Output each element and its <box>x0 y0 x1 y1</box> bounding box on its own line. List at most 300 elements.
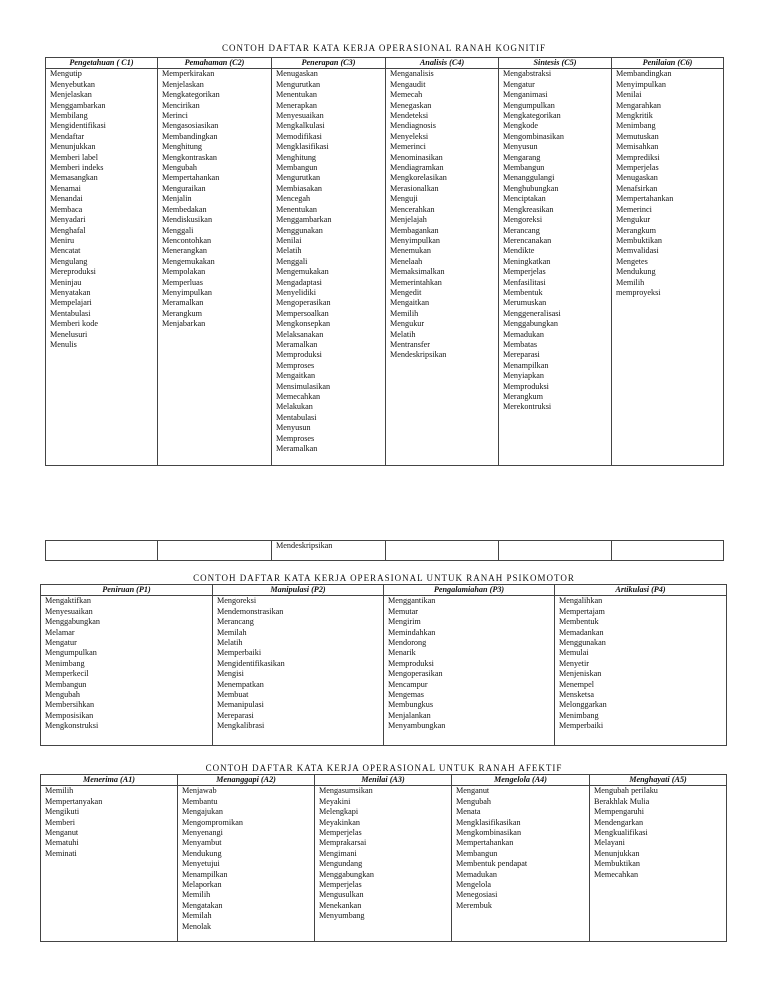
list-item: Mereparasi <box>503 350 540 360</box>
list-item: Membuat <box>217 690 249 700</box>
list-item: Membandingkan <box>616 69 672 79</box>
list-item: Mengoreksi <box>503 215 543 225</box>
list-item: Mendemonstrasikan <box>217 606 284 616</box>
list-item: Mengkorelasikan <box>390 173 447 183</box>
list-item: Menolak <box>182 921 212 931</box>
list-item: Memprakarsai <box>319 838 367 848</box>
list-item: Memperbaiki <box>559 721 604 731</box>
list-item: Menemukan <box>390 246 431 256</box>
list-item: Menempatkan <box>217 679 264 689</box>
list-item: Menyatakan <box>50 287 91 297</box>
list-item: Menampilkan <box>503 360 549 370</box>
list-item: Menggabungkan <box>45 617 101 627</box>
list-item: Membuktikan <box>594 859 640 869</box>
list-item: Mendukung <box>182 848 222 858</box>
list-item: Menjelaskan <box>162 79 204 89</box>
list-item: Menyebutkan <box>50 79 96 89</box>
list-item: Mengusulkan <box>319 890 364 900</box>
list-item: Merangkum <box>162 308 203 318</box>
list-item: Membuktikan <box>616 235 662 245</box>
list-item: Mempertahankan <box>456 838 514 848</box>
list-item: Mencegah <box>276 194 311 204</box>
kognitif-header-6: Penilaian (C6) <box>612 58 724 69</box>
list-item: Menggali <box>162 225 194 235</box>
list-item: Memilah <box>182 911 212 921</box>
list-item: Mengubah <box>456 796 492 806</box>
psikomotor-title: CONTOH DAFTAR KATA KERJA OPERASIONAL UNTUK RANAH PSIKOMOTOR <box>193 573 575 583</box>
psikomotor-header-4: Artikulasi (P4) <box>555 585 727 596</box>
list-item: Membungkus <box>388 700 434 710</box>
list-item: Mencampur <box>388 679 428 689</box>
list-item: Berakhlak Mulia <box>594 796 650 806</box>
list-item: Melengkapi <box>319 807 359 817</box>
list-item: Menerapkan <box>276 100 317 110</box>
list-item: Mendiagnosis <box>390 121 436 131</box>
kognitif-extra-cell-1 <box>46 541 158 561</box>
list-item: Melaksanakan <box>276 329 324 339</box>
list-item: Merencanakan <box>503 235 552 245</box>
list-item: Mengukur <box>616 215 651 225</box>
list-item: Menjabarkan <box>162 319 206 329</box>
list-item: Mengutip <box>50 69 82 79</box>
list-item: Menimbang <box>559 710 599 720</box>
list-item: Meninjau <box>50 277 82 287</box>
list-item: Mengemukakan <box>276 267 329 277</box>
list-item: Menanggulangi <box>503 173 555 183</box>
list-item: Membangun <box>456 848 498 858</box>
list-item: Menyetujui <box>182 859 220 869</box>
list-item: Meniru <box>50 235 75 245</box>
list-item: Memberi label <box>50 152 98 162</box>
list-item: Mengundang <box>319 859 363 869</box>
list-item: Memproduksi <box>276 350 322 360</box>
list-item: Memadankan <box>559 627 604 637</box>
list-item: Mengoperasikan <box>388 669 443 679</box>
list-item: Menguji <box>390 194 418 204</box>
list-item: Merinci <box>162 111 188 121</box>
list-item: Menentukan <box>276 204 317 214</box>
list-item: Mencatat <box>50 246 81 256</box>
list-item: Memecahkan <box>276 392 321 401</box>
list-item: Mendengarkan <box>594 817 644 827</box>
list-item: Mendaftar <box>50 131 85 141</box>
list-item: Merancang <box>503 225 540 235</box>
list-item: Mematuhi <box>45 838 79 848</box>
list-item: Mengatakan <box>182 900 223 910</box>
list-item: Menjelajah <box>390 215 427 225</box>
list-item: Memisahkan <box>616 142 659 152</box>
list-item: Mengasosiasikan <box>162 121 219 131</box>
list-item: Memilih <box>45 786 74 796</box>
kognitif-extra-table <box>45 540 724 561</box>
list-item: Mengajukan <box>182 807 223 817</box>
list-item: Melatih <box>390 329 416 339</box>
psikomotor-header-1: Peniruan (P1) <box>41 585 213 596</box>
psikomotor-column-4 <box>555 596 727 746</box>
list-item: Mendukung <box>616 267 656 277</box>
list-item: Meyakinkan <box>319 817 360 827</box>
list-item: Menimbang <box>616 121 656 131</box>
list-item: Mengabstraksi <box>503 69 552 79</box>
list-item: Memilah <box>217 627 247 637</box>
list-item: Mengkritik <box>616 111 653 121</box>
kognitif-column-4 <box>386 69 499 466</box>
list-item: Mencirikan <box>162 100 200 110</box>
list-item: Melonggarkan <box>559 700 607 710</box>
afektif-table <box>40 774 727 942</box>
kognitif-header-2: Pemahaman (C2) <box>158 58 272 69</box>
list-item: Membandingkan <box>162 131 218 141</box>
list-item: Menyumbang <box>319 911 365 921</box>
list-item: Menyesuaikan <box>276 111 324 121</box>
psikomotor-column-1 <box>41 596 213 746</box>
kognitif-column-5 <box>499 69 612 466</box>
afektif-column-3 <box>315 786 452 942</box>
list-item: Mengkonsepkan <box>276 319 331 329</box>
list-item: Membedakan <box>162 204 207 214</box>
list-item: Menyusun <box>276 423 311 433</box>
list-item: Mempertahankan <box>162 173 220 183</box>
list-item: Menganimasi <box>503 90 548 100</box>
list-item: Menyusun <box>503 142 538 152</box>
list-item: Menata <box>456 807 481 817</box>
list-item: Mereparasi <box>217 710 254 720</box>
list-item: Menguraikan <box>162 183 206 193</box>
list-item: Mendeskripsikan <box>390 350 447 360</box>
list-item: Mengkalkulasi <box>276 121 325 131</box>
list-item: Mengkalibrasi <box>217 721 265 731</box>
list-item: Mengedit <box>390 287 422 297</box>
list-item: Menyiapkan <box>503 371 544 381</box>
list-item: Merekontruksi <box>503 402 552 412</box>
list-item: Memilih <box>182 890 211 900</box>
list-item: Menandai <box>50 194 83 204</box>
list-item: Memaksimalkan <box>390 267 445 277</box>
list-item: Mengkategorikan <box>162 90 220 100</box>
list-item: Mengatur <box>503 79 535 89</box>
list-item: Merancang <box>217 617 254 627</box>
list-item: Memadukan <box>503 329 544 339</box>
list-item: Mengukur <box>390 319 425 329</box>
list-item: Menghitung <box>276 152 317 162</box>
kognitif-header-5: Sintesis (C5) <box>499 58 612 69</box>
list-item: Mengoperasikan <box>276 298 331 308</box>
list-item: Menempel <box>559 679 595 689</box>
list-item: Mengkode <box>503 121 539 131</box>
list-item: Mengkualifikasi <box>594 828 648 838</box>
list-item: Menganut <box>456 786 490 796</box>
list-item: Menggali <box>276 256 308 266</box>
list-item: Mengulang <box>50 256 88 266</box>
kognitif-extra-cell-4 <box>386 541 499 561</box>
list-item: Memproses <box>276 433 315 443</box>
list-item: Menunjukkan <box>50 142 96 152</box>
list-item: Memerintahkan <box>390 277 442 287</box>
list-item: Mengkategorikan <box>503 111 561 121</box>
list-item: Memproduksi <box>503 381 549 391</box>
list-item: Membentuk <box>503 287 543 297</box>
psikomotor-column-3 <box>384 596 555 746</box>
list-item: Mengoreksi <box>217 596 257 606</box>
list-item: Menentukan <box>276 90 317 100</box>
list-item: Menggambarkan <box>276 215 332 225</box>
list-item: Merumuskan <box>503 298 547 308</box>
list-item: Menelusuri <box>50 329 88 339</box>
list-item: Menganut <box>45 828 79 838</box>
list-item: Menominasikan <box>390 152 443 162</box>
list-item: Mengklasifikasi <box>276 142 329 152</box>
list-item: Merembuk <box>456 900 492 910</box>
list-item: Memperjelas <box>503 267 546 277</box>
list-item: Mentransfer <box>390 339 431 349</box>
list-item: Mengasumsikan <box>319 786 373 796</box>
list-item: Memperbaiki <box>217 648 262 658</box>
psikomotor-column-2 <box>213 596 384 746</box>
list-item: Menyetir <box>559 658 590 668</box>
list-item: Mempelajari <box>50 298 92 308</box>
list-item: Mengelola <box>456 880 492 890</box>
list-item: Meramalkan <box>276 339 318 349</box>
list-item: Merangkum <box>503 392 544 401</box>
list-item: Mengaktifkan <box>45 596 91 606</box>
list-item: Mengubah <box>162 163 198 173</box>
list-item: Mengatur <box>45 638 77 648</box>
list-item: Mempertajam <box>559 606 605 616</box>
list-item: Mengidentifikasikan <box>217 658 285 668</box>
list-item: Memecah <box>390 90 423 100</box>
kognitif-extra-cell-6 <box>612 541 724 561</box>
list-item: Menggabungkan <box>319 869 375 879</box>
afektif-column-2 <box>178 786 315 942</box>
list-item: Menelaah <box>390 256 423 266</box>
afektif-header-1: Menerima (A1) <box>41 775 178 786</box>
list-item: Mentabulasi <box>276 412 317 422</box>
list-item: Menggunakan <box>276 225 323 235</box>
kognitif-extra-cell-2 <box>158 541 272 561</box>
list-item: Memanipulasi <box>217 700 264 710</box>
list-item: Mengkontraskan <box>162 152 218 162</box>
kognitif-column-2 <box>158 69 272 466</box>
list-item: Meramalkan <box>162 298 204 308</box>
list-item: Membilang <box>50 111 88 121</box>
list-item: Mempengaruhi <box>594 807 645 817</box>
kognitif-column-1 <box>46 69 158 466</box>
list-item: Mengklasifikasikan <box>456 817 521 827</box>
list-item: Menyimpulkan <box>390 235 441 245</box>
list-item: Menciptakan <box>503 194 546 204</box>
list-item: Menyambungkan <box>388 721 446 731</box>
psikomotor-header-3: Pengalamiahan (P3) <box>384 585 555 596</box>
list-item: Mengisi <box>217 669 244 679</box>
list-item: Memperluas <box>162 277 203 287</box>
list-item: Membersihkan <box>45 700 95 710</box>
list-item: Menggunakan <box>559 638 606 648</box>
list-item: Menafsirkan <box>616 183 658 193</box>
list-item: Menyesuaikan <box>45 606 93 616</box>
list-item: Memposisikan <box>45 710 94 720</box>
list-item: Mengidentifikasi <box>50 121 106 131</box>
list-item: Menyambut <box>182 838 222 848</box>
list-item: Membangun <box>276 163 318 173</box>
list-item: Mengkonstruksi <box>45 721 99 731</box>
afektif-title: CONTOH DAFTAR KATA KERJA OPERASIONAL UNTUK RANAH AFEKTIF <box>205 763 563 773</box>
list-item: Menyimpulkan <box>162 287 213 297</box>
list-item: Menunjukkan <box>594 848 640 858</box>
afektif-column-4 <box>452 786 590 942</box>
afektif-column-1 <box>41 786 178 942</box>
list-item: Mengurutkan <box>276 173 321 183</box>
afektif-column-5 <box>590 786 727 942</box>
list-item: Membaca <box>50 204 83 214</box>
list-item: Memproses <box>276 360 315 370</box>
list-item: Menamai <box>50 183 81 193</box>
list-item: Mengombinasikan <box>503 131 564 141</box>
list-item: Menugaskan <box>616 173 658 183</box>
kognitif-title: CONTOH DAFTAR KATA KERJA OPERASIONAL RANAH KOGNITIF <box>221 43 547 53</box>
list-item: Menilai <box>616 90 642 100</box>
list-item: Memilih <box>390 308 419 318</box>
list-item: Mengalihkan <box>559 596 603 606</box>
list-item: Menyadari <box>50 215 86 225</box>
list-item: Memberi indeks <box>50 163 104 173</box>
list-item: Menugaskan <box>276 69 318 79</box>
list-item: Mempertahankan <box>616 194 674 204</box>
afektif-header-3: Menilai (A3) <box>315 775 452 786</box>
kognitif-extra-cell-5 <box>499 541 612 561</box>
list-item: Menjawab <box>182 786 217 796</box>
list-item: Mengaitkan <box>276 371 316 381</box>
list-item: Menulis <box>50 339 77 349</box>
list-item: Memperkecil <box>45 669 89 679</box>
list-item: Memerinci <box>616 204 652 214</box>
list-item: Menilai <box>276 235 302 245</box>
list-item: Memvalidasi <box>616 246 659 256</box>
list-item: Memprediksi <box>616 152 660 162</box>
kognitif-header-1: Pengetahuan ( C1) <box>46 58 158 69</box>
list-item: Mengemas <box>388 690 424 700</box>
list-item: Mengarang <box>503 152 541 162</box>
list-item: Mendikte <box>503 246 535 256</box>
list-item: Mendiagramkan <box>390 163 444 173</box>
list-item: Mensimulasikan <box>276 381 331 391</box>
list-item: Memperjelas <box>616 163 659 173</box>
list-item: Mengaudit <box>390 79 426 89</box>
afektif-header-2: Menanggapi (A2) <box>178 775 315 786</box>
list-item: Mengompromikan <box>182 817 243 827</box>
list-item: Mengumpulkan <box>503 100 555 110</box>
psikomotor-header-2: Manipulasi (P2) <box>213 585 384 596</box>
afektif-header-5: Menghayati (A5) <box>590 775 727 786</box>
list-item: Mengetes <box>616 256 648 266</box>
list-item: Memodifikasi <box>276 131 322 141</box>
kognitif-header-4: Analisis (C4) <box>386 58 499 69</box>
list-item: Menerangkan <box>162 246 208 256</box>
list-item: Melatih <box>217 638 243 648</box>
kognitif-table <box>45 57 724 466</box>
list-item: Memutar <box>388 606 419 616</box>
list-item: Menyeleksi <box>390 131 429 141</box>
list-item: Membagankan <box>390 225 439 235</box>
list-item: Menjelaskan <box>50 90 92 100</box>
list-item: Mengimani <box>319 848 357 858</box>
list-item: Menjalin <box>162 194 192 204</box>
list-item: Mempersoalkan <box>276 308 329 318</box>
list-item: Melamar <box>45 627 75 637</box>
list-item: Menekankan <box>319 900 362 910</box>
list-item: Memperjelas <box>319 880 362 890</box>
list-item: Mendiskusikan <box>162 215 213 225</box>
list-item: Melatih <box>276 246 302 256</box>
list-item: Menggantikan <box>388 596 436 606</box>
list-item: Menggambarkan <box>50 100 106 110</box>
list-item: Memperjelas <box>319 828 362 838</box>
list-item: Memperkirakan <box>162 69 215 79</box>
list-item: Melaporkan <box>182 880 222 890</box>
list-item: Memproduksi <box>388 658 434 668</box>
list-item: Mempolakan <box>162 267 206 277</box>
list-item: Mengkreasikan <box>503 204 554 214</box>
list-item: Membiasakan <box>276 183 322 193</box>
list-item: Memadukan <box>456 869 497 879</box>
list-item: Mengurutkan <box>276 79 321 89</box>
list-item: Memberi <box>45 817 76 827</box>
list-item: Mereproduksi <box>50 267 96 277</box>
list-item: Membangun <box>45 679 87 689</box>
list-item: Mencerahkan <box>390 204 435 214</box>
list-item: Mengarahkan <box>616 100 662 110</box>
list-item: Memutuskan <box>616 131 659 141</box>
list-item: Mensketsa <box>559 690 595 700</box>
list-item: Menjeniskan <box>559 669 602 679</box>
list-item: Memindahkan <box>388 627 436 637</box>
afektif-header-4: Mengelola (A4) <box>452 775 590 786</box>
list-item: Membentuk pendapat <box>456 859 528 869</box>
list-item: Memilih <box>616 277 645 287</box>
kognitif-extra-cell-3: Mendeskripsikan <box>272 541 386 561</box>
list-item: Mengubah perilaku <box>594 786 658 796</box>
list-item: Mencontohkan <box>162 235 212 245</box>
list-item: Menegosiasi <box>456 890 498 900</box>
list-item: Menampilkan <box>182 869 228 879</box>
list-item: Merangkum <box>616 225 657 235</box>
list-item: Menarik <box>388 648 416 658</box>
list-item: Membantu <box>182 796 218 806</box>
list-item: memproyeksi <box>616 287 661 297</box>
list-item: Melayani <box>594 838 625 848</box>
list-item: Melakukan <box>276 402 313 412</box>
list-item: Menfasilitasi <box>503 277 546 287</box>
list-item: Mengirim <box>388 617 421 627</box>
list-item: Membangun <box>503 163 545 173</box>
list-item: Meningkatkan <box>503 256 551 266</box>
list-item: Mengemukakan <box>162 256 215 266</box>
psikomotor-table <box>40 584 727 746</box>
list-item: Mengkombinasikan <box>456 828 522 838</box>
list-item: Menghubungkan <box>503 183 559 193</box>
list-item: Menegaskan <box>390 100 432 110</box>
list-item: Memulai <box>559 648 589 658</box>
list-item: Mempertanyakan <box>45 796 103 806</box>
list-item: Mendeteksi <box>390 111 429 121</box>
list-item: Meramalkan <box>276 444 318 454</box>
list-item: Menyelidiki <box>276 287 317 297</box>
list-item: Mendorong <box>388 638 427 648</box>
kognitif-column-3 <box>272 69 386 466</box>
list-item: Memasangkan <box>50 173 98 183</box>
list-item: Mengumpulkan <box>45 648 97 658</box>
list-item: Mengaitkan <box>390 298 430 308</box>
list-item: Menggeneralisasi <box>503 308 561 318</box>
